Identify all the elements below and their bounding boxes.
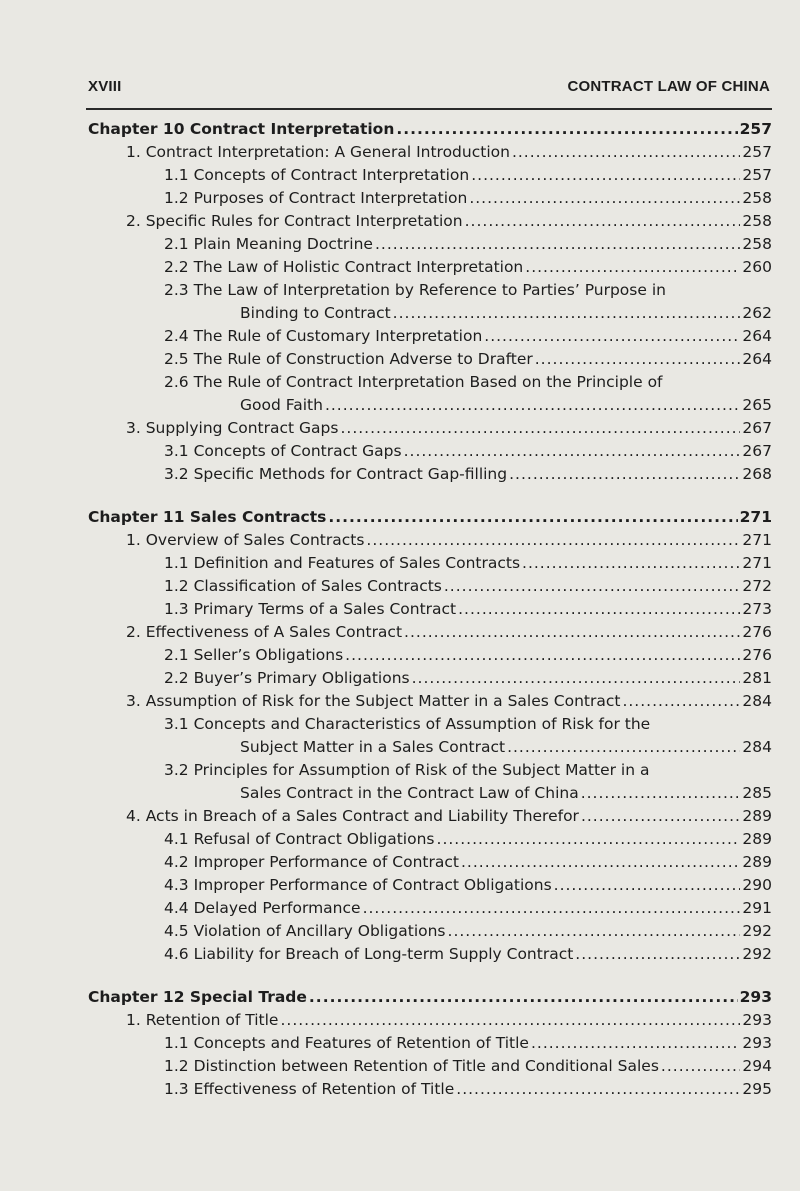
entry-page-number: 293 xyxy=(742,1034,772,1052)
subsection-entry xyxy=(88,828,772,851)
entry-page-number: 289 xyxy=(742,807,772,825)
entry-page-number: 294 xyxy=(742,1057,772,1075)
entry-page-number: 262 xyxy=(742,304,772,322)
entry-page-number: 271 xyxy=(742,554,772,572)
entry-label: 1.2 Distinction between Retention of Title and Conditional Sales xyxy=(164,1057,659,1075)
entry-label: 1.1 Concepts of Contract Interpretation xyxy=(164,166,470,184)
section-entry xyxy=(88,210,772,233)
entry-label: 1.1 Definition and Features of Sales Contracts xyxy=(164,554,521,572)
entry-label-line1: 2.3 The Law of Interpretation by Reference to Parties’ Purpose in xyxy=(164,281,666,299)
dot-leader xyxy=(404,621,740,644)
entry-page-number: 271 xyxy=(742,531,772,549)
dot-leader xyxy=(375,233,740,256)
dot-leader xyxy=(444,575,741,598)
dot-leader xyxy=(525,256,740,279)
entry-label: 1.3 Primary Terms of a Sales Contract xyxy=(164,600,457,618)
section-entry xyxy=(88,805,772,828)
entry-label: 4.4 Delayed Performance xyxy=(164,899,361,917)
subsection-entry xyxy=(88,598,772,621)
dot-leader xyxy=(340,417,740,440)
entry-page-number: 258 xyxy=(742,212,772,230)
dot-leader xyxy=(507,736,740,759)
entry-page-number: 268 xyxy=(742,465,772,483)
chapter-block xyxy=(88,506,772,966)
entry-label: Binding to Contract xyxy=(240,304,391,322)
entry-label: 2.5 The Rule of Construction Adverse to Drafter xyxy=(164,350,533,368)
entry-label-line1: 2.6 The Rule of Contract Interpretation Based on the Principle of xyxy=(164,373,663,391)
entry-label: 4.1 Refusal of Contract Obligations xyxy=(164,830,435,848)
entry-label: 2.1 Seller’s Obligations xyxy=(164,646,344,664)
dot-leader xyxy=(522,552,740,575)
section-entry-wrapped xyxy=(88,371,772,417)
entry-label: 4. Acts in Breach of a Sales Contract and Liability Therefor xyxy=(126,807,579,825)
entry-label: 2.4 The Rule of Customary Interpretation xyxy=(164,327,483,345)
entry-label: Good Faith xyxy=(240,396,323,414)
section-entry-wrapped xyxy=(88,713,772,759)
entry-label: 4.5 Violation of Ancillary Obligations xyxy=(164,922,446,940)
dot-leader xyxy=(554,874,741,897)
entry-page-number: 293 xyxy=(739,988,772,1006)
entry-page-number: 289 xyxy=(742,853,772,871)
entry-label: Chapter 11 Sales Contracts xyxy=(88,508,327,526)
dot-leader xyxy=(581,782,741,805)
entry-label: 2.2 The Law of Holistic Contract Interpretation xyxy=(164,258,524,276)
subsection-entry xyxy=(88,920,772,943)
entry-page-number: 265 xyxy=(742,396,772,414)
dot-leader xyxy=(328,506,737,529)
dot-leader xyxy=(471,164,740,187)
entry-label: 1.3 Effectiveness of Retention of Title xyxy=(164,1080,455,1098)
dot-leader xyxy=(509,463,740,486)
entry-page-number: 292 xyxy=(742,922,772,940)
dot-leader xyxy=(396,118,737,141)
chapter-block xyxy=(88,986,772,1101)
entry-page-number: 284 xyxy=(742,738,772,756)
entry-page-number: 271 xyxy=(739,508,772,526)
subsection-entry xyxy=(88,874,772,897)
subsection-entry xyxy=(88,1078,772,1101)
dot-leader xyxy=(465,210,741,233)
dot-leader xyxy=(412,667,741,690)
entry-label: 2.1 Plain Meaning Doctrine xyxy=(164,235,373,253)
entry-label: 4.6 Liability for Breach of Long-term Supply Contract xyxy=(164,945,574,963)
entry-page-number: 272 xyxy=(742,577,772,595)
section-entry xyxy=(88,690,772,713)
entry-label: Chapter 10 Contract Interpretation xyxy=(88,120,395,138)
chapter-block xyxy=(88,118,772,486)
entry-label-line2 xyxy=(88,736,772,759)
chapter-heading xyxy=(88,986,772,1009)
dot-leader xyxy=(484,325,740,348)
entry-label: 1. Overview of Sales Contracts xyxy=(126,531,365,549)
entry-page-number: 264 xyxy=(742,350,772,368)
entry-page-number: 273 xyxy=(742,600,772,618)
entry-page-number: 258 xyxy=(742,189,772,207)
subsection-entry xyxy=(88,256,772,279)
entry-page-number: 258 xyxy=(742,235,772,253)
subsection-entry xyxy=(88,1055,772,1078)
entry-label: 3. Supplying Contract Gaps xyxy=(126,419,339,437)
entry-label: Chapter 12 Special Trade xyxy=(88,988,307,1006)
subsection-entry xyxy=(88,552,772,575)
dot-leader xyxy=(531,1032,740,1055)
section-entry-wrapped xyxy=(88,759,772,805)
subsection-entry xyxy=(88,440,772,463)
dot-leader xyxy=(512,141,740,164)
entry-label: 1. Retention of Title xyxy=(126,1011,279,1029)
dot-leader xyxy=(456,1078,740,1101)
subsection-entry xyxy=(88,667,772,690)
entry-label: Subject Matter in a Sales Contract xyxy=(240,738,506,756)
entry-label: 1. Contract Interpretation: A General Introduction xyxy=(126,143,510,161)
dot-leader xyxy=(535,348,741,371)
entry-page-number: 291 xyxy=(742,899,772,917)
subsection-entry xyxy=(88,943,772,966)
dot-leader xyxy=(448,920,741,943)
entry-page-number: 257 xyxy=(742,166,772,184)
entry-label: 2.2 Buyer’s Primary Obligations xyxy=(164,669,410,687)
dot-leader xyxy=(366,529,740,552)
entry-page-number: 276 xyxy=(742,646,772,664)
page-number-roman: XVIII xyxy=(88,78,122,95)
entry-label-line2 xyxy=(88,394,772,417)
entry-page-number: 257 xyxy=(742,143,772,161)
entry-label-line1: 3.1 Concepts and Characteristics of Assumption of Risk for the xyxy=(164,715,651,733)
entry-label-line2 xyxy=(88,782,772,805)
entry-page-number: 264 xyxy=(742,327,772,345)
section-entry-wrapped xyxy=(88,279,772,325)
section-entry xyxy=(88,417,772,440)
table-of-contents xyxy=(88,118,772,1121)
entry-page-number: 285 xyxy=(742,784,772,802)
subsection-entry xyxy=(88,575,772,598)
entry-page-number: 289 xyxy=(742,830,772,848)
dot-leader xyxy=(363,897,741,920)
dot-leader xyxy=(661,1055,740,1078)
subsection-entry xyxy=(88,1032,772,1055)
dot-leader xyxy=(393,302,741,325)
subsection-entry xyxy=(88,851,772,874)
dot-leader xyxy=(280,1009,740,1032)
subsection-entry xyxy=(88,233,772,256)
header-rule xyxy=(86,108,772,110)
subsection-entry xyxy=(88,897,772,920)
dot-leader xyxy=(581,805,740,828)
section-entry xyxy=(88,141,772,164)
subsection-entry xyxy=(88,325,772,348)
dot-leader xyxy=(469,187,740,210)
entry-page-number: 295 xyxy=(742,1080,772,1098)
running-header xyxy=(88,78,770,95)
chapter-heading xyxy=(88,118,772,141)
section-entry xyxy=(88,529,772,552)
dot-leader xyxy=(622,690,740,713)
dot-leader xyxy=(437,828,741,851)
entry-page-number: 267 xyxy=(742,419,772,437)
subsection-entry xyxy=(88,463,772,486)
section-entry xyxy=(88,1009,772,1032)
subsection-entry xyxy=(88,348,772,371)
entry-label: 3. Assumption of Risk for the Subject Matter in a Sales Contract xyxy=(126,692,621,710)
entry-page-number: 281 xyxy=(742,669,772,687)
section-entry xyxy=(88,621,772,644)
entry-page-number: 276 xyxy=(742,623,772,641)
entry-label: 4.3 Improper Performance of Contract Obligations xyxy=(164,876,552,894)
entry-label: 2. Effectiveness of A Sales Contract xyxy=(126,623,403,641)
chapter-heading xyxy=(88,506,772,529)
entry-label: 1.2 Classification of Sales Contracts xyxy=(164,577,442,595)
dot-leader xyxy=(575,943,740,966)
entry-page-number: 257 xyxy=(739,120,772,138)
dot-leader xyxy=(461,851,740,874)
entry-label: 1.2 Purposes of Contract Interpretation xyxy=(164,189,468,207)
subsection-entry xyxy=(88,187,772,210)
book-title: CONTRACT LAW OF CHINA xyxy=(567,78,770,95)
entry-page-number: 290 xyxy=(742,876,772,894)
entry-page-number: 260 xyxy=(742,258,772,276)
entry-label: 3.2 Specific Methods for Contract Gap-filling xyxy=(164,465,508,483)
entry-label: 4.2 Improper Performance of Contract xyxy=(164,853,459,871)
subsection-entry xyxy=(88,644,772,667)
entry-label: 2. Specific Rules for Contract Interpretation xyxy=(126,212,463,230)
entry-page-number: 292 xyxy=(742,945,772,963)
dot-leader xyxy=(309,986,738,1009)
entry-page-number: 284 xyxy=(742,692,772,710)
dot-leader xyxy=(325,394,740,417)
entry-page-number: 293 xyxy=(742,1011,772,1029)
entry-label: 3.1 Concepts of Contract Gaps xyxy=(164,442,402,460)
entry-label-line1: 3.2 Principles for Assumption of Risk of the Subject Matter in a xyxy=(164,761,650,779)
dot-leader xyxy=(404,440,741,463)
entry-label: 1.1 Concepts and Features of Retention of Title xyxy=(164,1034,529,1052)
entry-page-number: 267 xyxy=(742,442,772,460)
dot-leader xyxy=(345,644,740,667)
entry-label-line2 xyxy=(88,302,772,325)
dot-leader xyxy=(458,598,740,621)
entry-label: Sales Contract in the Contract Law of China xyxy=(240,784,579,802)
subsection-entry xyxy=(88,164,772,187)
